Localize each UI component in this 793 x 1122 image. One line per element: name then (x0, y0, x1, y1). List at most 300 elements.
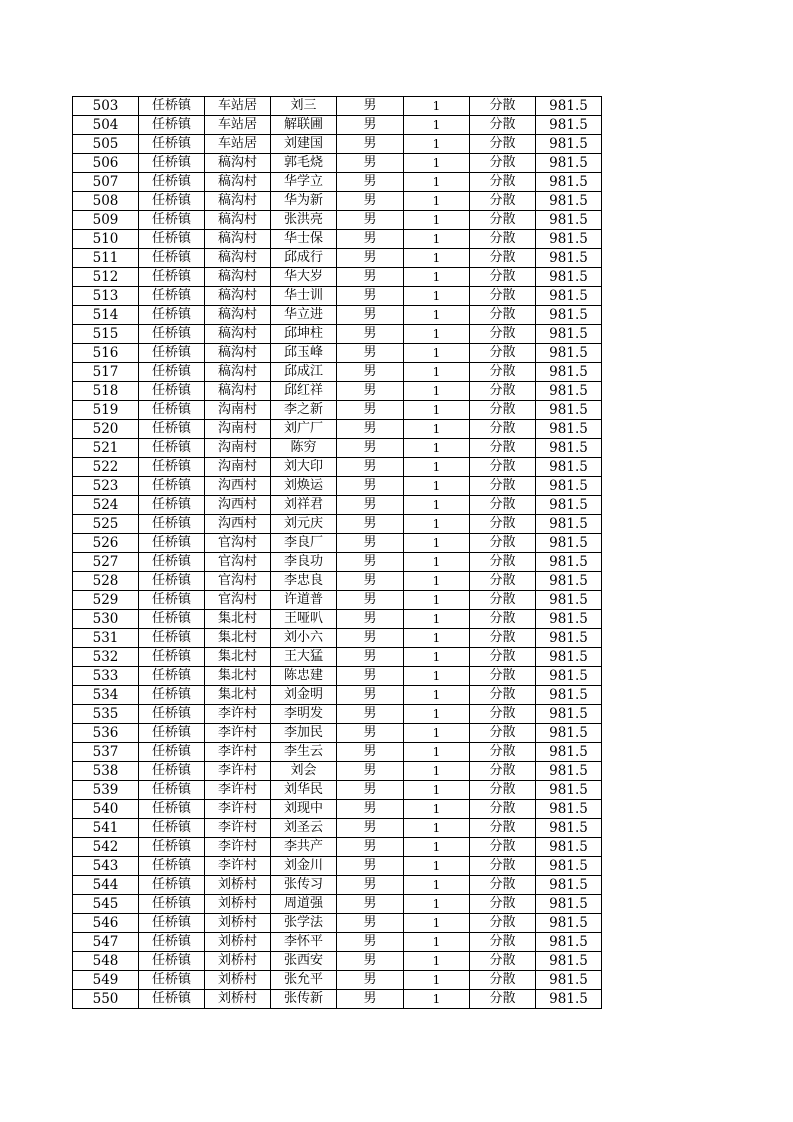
support-type-cell: 分散 (470, 211, 536, 230)
town-cell: 任桥镇 (139, 515, 205, 534)
count-cell: 1 (404, 819, 470, 838)
town-cell: 任桥镇 (139, 572, 205, 591)
amount-cell: 981.5 (536, 572, 602, 591)
name-cell: 刘广厂 (271, 420, 337, 439)
count-cell: 1 (404, 857, 470, 876)
row-number-cell: 542 (73, 838, 139, 857)
town-cell: 任桥镇 (139, 477, 205, 496)
village-cell: 刘桥村 (205, 952, 271, 971)
table-row (73, 268, 602, 287)
amount-cell: 981.5 (536, 344, 602, 363)
amount-cell: 981.5 (536, 515, 602, 534)
count-cell: 1 (404, 496, 470, 515)
village-cell: 李许村 (205, 743, 271, 762)
support-type-cell: 分散 (470, 667, 536, 686)
count-cell: 1 (404, 971, 470, 990)
count-cell: 1 (404, 382, 470, 401)
village-cell: 集北村 (205, 686, 271, 705)
table-row (73, 458, 602, 477)
support-type-cell: 分散 (470, 781, 536, 800)
town-cell: 任桥镇 (139, 933, 205, 952)
support-type-cell: 分散 (470, 306, 536, 325)
count-cell: 1 (404, 572, 470, 591)
name-cell: 刘华民 (271, 781, 337, 800)
village-cell: 刘桥村 (205, 990, 271, 1009)
table-row (73, 230, 602, 249)
row-number-cell: 512 (73, 268, 139, 287)
gender-cell: 男 (337, 306, 404, 325)
support-type-cell: 分散 (470, 743, 536, 762)
amount-cell: 981.5 (536, 458, 602, 477)
town-cell: 任桥镇 (139, 971, 205, 990)
village-cell: 车站居 (205, 135, 271, 154)
table-row (73, 477, 602, 496)
table-row (73, 515, 602, 534)
gender-cell: 男 (337, 154, 404, 173)
name-cell: 华士保 (271, 230, 337, 249)
table-row (73, 686, 602, 705)
town-cell: 任桥镇 (139, 249, 205, 268)
row-number-cell: 524 (73, 496, 139, 515)
town-cell: 任桥镇 (139, 686, 205, 705)
village-cell: 官沟村 (205, 534, 271, 553)
support-type-cell: 分散 (470, 629, 536, 648)
name-cell: 张传新 (271, 990, 337, 1009)
support-type-cell: 分散 (470, 534, 536, 553)
town-cell: 任桥镇 (139, 895, 205, 914)
name-cell: 刘现中 (271, 800, 337, 819)
name-cell: 邱成行 (271, 249, 337, 268)
village-cell: 稿沟村 (205, 287, 271, 306)
table-row (73, 914, 602, 933)
gender-cell: 男 (337, 724, 404, 743)
village-cell: 李许村 (205, 781, 271, 800)
town-cell: 任桥镇 (139, 610, 205, 629)
village-cell: 稿沟村 (205, 363, 271, 382)
amount-cell: 981.5 (536, 363, 602, 382)
town-cell: 任桥镇 (139, 287, 205, 306)
gender-cell: 男 (337, 439, 404, 458)
village-cell: 李许村 (205, 800, 271, 819)
count-cell: 1 (404, 648, 470, 667)
village-cell: 刘桥村 (205, 933, 271, 952)
gender-cell: 男 (337, 553, 404, 572)
town-cell: 任桥镇 (139, 420, 205, 439)
count-cell: 1 (404, 876, 470, 895)
count-cell: 1 (404, 914, 470, 933)
count-cell: 1 (404, 325, 470, 344)
support-type-cell: 分散 (470, 857, 536, 876)
row-number-cell: 539 (73, 781, 139, 800)
row-number-cell: 541 (73, 819, 139, 838)
amount-cell: 981.5 (536, 610, 602, 629)
support-type-cell: 分散 (470, 800, 536, 819)
amount-cell: 981.5 (536, 724, 602, 743)
gender-cell: 男 (337, 838, 404, 857)
name-cell: 邱坤柱 (271, 325, 337, 344)
support-type-cell: 分散 (470, 344, 536, 363)
count-cell: 1 (404, 990, 470, 1009)
amount-cell: 981.5 (536, 781, 602, 800)
table-row (73, 952, 602, 971)
amount-cell: 981.5 (536, 686, 602, 705)
row-number-cell: 548 (73, 952, 139, 971)
amount-cell: 981.5 (536, 705, 602, 724)
row-number-cell: 546 (73, 914, 139, 933)
support-type-cell: 分散 (470, 192, 536, 211)
table-row (73, 990, 602, 1009)
gender-cell: 男 (337, 173, 404, 192)
amount-cell: 981.5 (536, 401, 602, 420)
table-row (73, 401, 602, 420)
gender-cell: 男 (337, 230, 404, 249)
name-cell: 邱玉峰 (271, 344, 337, 363)
name-cell: 周道强 (271, 895, 337, 914)
table-row (73, 762, 602, 781)
name-cell: 李忠良 (271, 572, 337, 591)
village-cell: 集北村 (205, 648, 271, 667)
count-cell: 1 (404, 895, 470, 914)
town-cell: 任桥镇 (139, 629, 205, 648)
gender-cell: 男 (337, 952, 404, 971)
gender-cell: 男 (337, 990, 404, 1009)
gender-cell: 男 (337, 325, 404, 344)
table-row (73, 135, 602, 154)
gender-cell: 男 (337, 686, 404, 705)
gender-cell: 男 (337, 97, 404, 116)
town-cell: 任桥镇 (139, 990, 205, 1009)
amount-cell: 981.5 (536, 933, 602, 952)
count-cell: 1 (404, 116, 470, 135)
support-type-cell: 分散 (470, 401, 536, 420)
gender-cell: 男 (337, 477, 404, 496)
count-cell: 1 (404, 838, 470, 857)
support-type-cell: 分散 (470, 553, 536, 572)
town-cell: 任桥镇 (139, 173, 205, 192)
town-cell: 任桥镇 (139, 819, 205, 838)
name-cell: 刘圣云 (271, 819, 337, 838)
town-cell: 任桥镇 (139, 211, 205, 230)
name-cell: 陈穷 (271, 439, 337, 458)
gender-cell: 男 (337, 895, 404, 914)
village-cell: 李许村 (205, 762, 271, 781)
village-cell: 车站居 (205, 116, 271, 135)
town-cell: 任桥镇 (139, 705, 205, 724)
table-row (73, 800, 602, 819)
row-number-cell: 513 (73, 287, 139, 306)
count-cell: 1 (404, 287, 470, 306)
support-type-cell: 分散 (470, 876, 536, 895)
row-number-cell: 545 (73, 895, 139, 914)
table-row (73, 705, 602, 724)
support-type-cell: 分散 (470, 933, 536, 952)
count-cell: 1 (404, 629, 470, 648)
count-cell: 1 (404, 154, 470, 173)
gender-cell: 男 (337, 344, 404, 363)
support-type-cell: 分散 (470, 363, 536, 382)
amount-cell: 981.5 (536, 325, 602, 344)
support-type-cell: 分散 (470, 496, 536, 515)
name-cell: 许道普 (271, 591, 337, 610)
row-number-cell: 508 (73, 192, 139, 211)
town-cell: 任桥镇 (139, 230, 205, 249)
town-cell: 任桥镇 (139, 876, 205, 895)
village-cell: 沟西村 (205, 496, 271, 515)
table-row (73, 496, 602, 515)
support-type-cell: 分散 (470, 382, 536, 401)
table-row (73, 629, 602, 648)
support-type-cell: 分散 (470, 287, 536, 306)
support-type-cell: 分散 (470, 154, 536, 173)
town-cell: 任桥镇 (139, 743, 205, 762)
amount-cell: 981.5 (536, 420, 602, 439)
amount-cell: 981.5 (536, 382, 602, 401)
support-type-cell: 分散 (470, 895, 536, 914)
gender-cell: 男 (337, 515, 404, 534)
gender-cell: 男 (337, 914, 404, 933)
amount-cell: 981.5 (536, 230, 602, 249)
village-cell: 李许村 (205, 838, 271, 857)
support-type-cell: 分散 (470, 325, 536, 344)
amount-cell: 981.5 (536, 914, 602, 933)
village-cell: 李许村 (205, 857, 271, 876)
name-cell: 李良功 (271, 553, 337, 572)
support-type-cell: 分散 (470, 952, 536, 971)
support-type-cell: 分散 (470, 819, 536, 838)
name-cell: 华立进 (271, 306, 337, 325)
gender-cell: 男 (337, 629, 404, 648)
town-cell: 任桥镇 (139, 192, 205, 211)
village-cell: 稿沟村 (205, 344, 271, 363)
count-cell: 1 (404, 667, 470, 686)
row-number-cell: 536 (73, 724, 139, 743)
count-cell: 1 (404, 534, 470, 553)
name-cell: 王大猛 (271, 648, 337, 667)
table-row (73, 572, 602, 591)
row-number-cell: 523 (73, 477, 139, 496)
name-cell: 华大岁 (271, 268, 337, 287)
name-cell: 邱成江 (271, 363, 337, 382)
name-cell: 华为新 (271, 192, 337, 211)
town-cell: 任桥镇 (139, 401, 205, 420)
row-number-cell: 535 (73, 705, 139, 724)
village-cell: 刘桥村 (205, 914, 271, 933)
town-cell: 任桥镇 (139, 781, 205, 800)
town-cell: 任桥镇 (139, 268, 205, 287)
count-cell: 1 (404, 173, 470, 192)
name-cell: 刘大印 (271, 458, 337, 477)
gender-cell: 男 (337, 971, 404, 990)
support-type-cell: 分散 (470, 648, 536, 667)
town-cell: 任桥镇 (139, 667, 205, 686)
count-cell: 1 (404, 420, 470, 439)
count-cell: 1 (404, 135, 470, 154)
support-type-cell: 分散 (470, 249, 536, 268)
count-cell: 1 (404, 97, 470, 116)
row-number-cell: 504 (73, 116, 139, 135)
gender-cell: 男 (337, 363, 404, 382)
table-row (73, 363, 602, 382)
row-number-cell: 522 (73, 458, 139, 477)
gender-cell: 男 (337, 743, 404, 762)
village-cell: 车站居 (205, 97, 271, 116)
village-cell: 刘桥村 (205, 971, 271, 990)
village-cell: 稿沟村 (205, 211, 271, 230)
row-number-cell: 510 (73, 230, 139, 249)
support-type-cell: 分散 (470, 116, 536, 135)
count-cell: 1 (404, 477, 470, 496)
support-type-cell: 分散 (470, 914, 536, 933)
amount-cell: 981.5 (536, 743, 602, 762)
table-row (73, 306, 602, 325)
table-row (73, 857, 602, 876)
amount-cell: 981.5 (536, 249, 602, 268)
name-cell: 郭毛烧 (271, 154, 337, 173)
support-type-cell: 分散 (470, 838, 536, 857)
amount-cell: 981.5 (536, 553, 602, 572)
table-row (73, 971, 602, 990)
table-row (73, 97, 602, 116)
count-cell: 1 (404, 762, 470, 781)
table-row (73, 325, 602, 344)
count-cell: 1 (404, 952, 470, 971)
amount-cell: 981.5 (536, 838, 602, 857)
row-number-cell: 528 (73, 572, 139, 591)
support-type-cell: 分散 (470, 477, 536, 496)
amount-cell: 981.5 (536, 667, 602, 686)
support-type-cell: 分散 (470, 515, 536, 534)
gender-cell: 男 (337, 800, 404, 819)
amount-cell: 981.5 (536, 534, 602, 553)
row-number-cell: 509 (73, 211, 139, 230)
village-cell: 稿沟村 (205, 173, 271, 192)
count-cell: 1 (404, 800, 470, 819)
count-cell: 1 (404, 401, 470, 420)
table-row (73, 819, 602, 838)
town-cell: 任桥镇 (139, 857, 205, 876)
amount-cell: 981.5 (536, 287, 602, 306)
name-cell: 刘焕运 (271, 477, 337, 496)
village-cell: 官沟村 (205, 553, 271, 572)
village-cell: 刘桥村 (205, 876, 271, 895)
support-type-cell: 分散 (470, 420, 536, 439)
name-cell: 刘建国 (271, 135, 337, 154)
town-cell: 任桥镇 (139, 648, 205, 667)
village-cell: 稿沟村 (205, 192, 271, 211)
support-type-cell: 分散 (470, 990, 536, 1009)
row-number-cell: 518 (73, 382, 139, 401)
row-number-cell: 519 (73, 401, 139, 420)
support-type-cell: 分散 (470, 135, 536, 154)
data-table (72, 96, 602, 1009)
row-number-cell: 537 (73, 743, 139, 762)
row-number-cell: 527 (73, 553, 139, 572)
count-cell: 1 (404, 686, 470, 705)
amount-cell: 981.5 (536, 496, 602, 515)
town-cell: 任桥镇 (139, 496, 205, 515)
gender-cell: 男 (337, 287, 404, 306)
row-number-cell: 511 (73, 249, 139, 268)
table-row (73, 591, 602, 610)
count-cell: 1 (404, 515, 470, 534)
amount-cell: 981.5 (536, 439, 602, 458)
table-row (73, 249, 602, 268)
amount-cell: 981.5 (536, 971, 602, 990)
name-cell: 刘三 (271, 97, 337, 116)
name-cell: 刘会 (271, 762, 337, 781)
village-cell: 稿沟村 (205, 306, 271, 325)
amount-cell: 981.5 (536, 819, 602, 838)
town-cell: 任桥镇 (139, 306, 205, 325)
amount-cell: 981.5 (536, 116, 602, 135)
gender-cell: 男 (337, 762, 404, 781)
name-cell: 解联圃 (271, 116, 337, 135)
count-cell: 1 (404, 781, 470, 800)
row-number-cell: 505 (73, 135, 139, 154)
count-cell: 1 (404, 439, 470, 458)
gender-cell: 男 (337, 591, 404, 610)
table-row (73, 781, 602, 800)
count-cell: 1 (404, 306, 470, 325)
gender-cell: 男 (337, 648, 404, 667)
gender-cell: 男 (337, 876, 404, 895)
name-cell: 李加民 (271, 724, 337, 743)
row-number-cell: 533 (73, 667, 139, 686)
name-cell: 李之新 (271, 401, 337, 420)
gender-cell: 男 (337, 211, 404, 230)
town-cell: 任桥镇 (139, 952, 205, 971)
count-cell: 1 (404, 724, 470, 743)
row-number-cell: 529 (73, 591, 139, 610)
table-row (73, 439, 602, 458)
town-cell: 任桥镇 (139, 914, 205, 933)
gender-cell: 男 (337, 534, 404, 553)
support-type-cell: 分散 (470, 724, 536, 743)
village-cell: 沟南村 (205, 420, 271, 439)
village-cell: 刘桥村 (205, 895, 271, 914)
gender-cell: 男 (337, 249, 404, 268)
name-cell: 张允平 (271, 971, 337, 990)
gender-cell: 男 (337, 610, 404, 629)
town-cell: 任桥镇 (139, 344, 205, 363)
village-cell: 稿沟村 (205, 154, 271, 173)
name-cell: 李生云 (271, 743, 337, 762)
table-row (73, 895, 602, 914)
town-cell: 任桥镇 (139, 325, 205, 344)
table-row (73, 382, 602, 401)
row-number-cell: 534 (73, 686, 139, 705)
row-number-cell: 549 (73, 971, 139, 990)
name-cell: 王哑叭 (271, 610, 337, 629)
town-cell: 任桥镇 (139, 382, 205, 401)
amount-cell: 981.5 (536, 97, 602, 116)
name-cell: 刘小六 (271, 629, 337, 648)
amount-cell: 981.5 (536, 800, 602, 819)
village-cell: 沟南村 (205, 401, 271, 420)
row-number-cell: 544 (73, 876, 139, 895)
gender-cell: 男 (337, 572, 404, 591)
amount-cell: 981.5 (536, 306, 602, 325)
village-cell: 沟南村 (205, 439, 271, 458)
town-cell: 任桥镇 (139, 135, 205, 154)
table-row (73, 287, 602, 306)
name-cell: 李怀平 (271, 933, 337, 952)
row-number-cell: 517 (73, 363, 139, 382)
village-cell: 稿沟村 (205, 268, 271, 287)
table-row (73, 838, 602, 857)
row-number-cell: 550 (73, 990, 139, 1009)
gender-cell: 男 (337, 496, 404, 515)
